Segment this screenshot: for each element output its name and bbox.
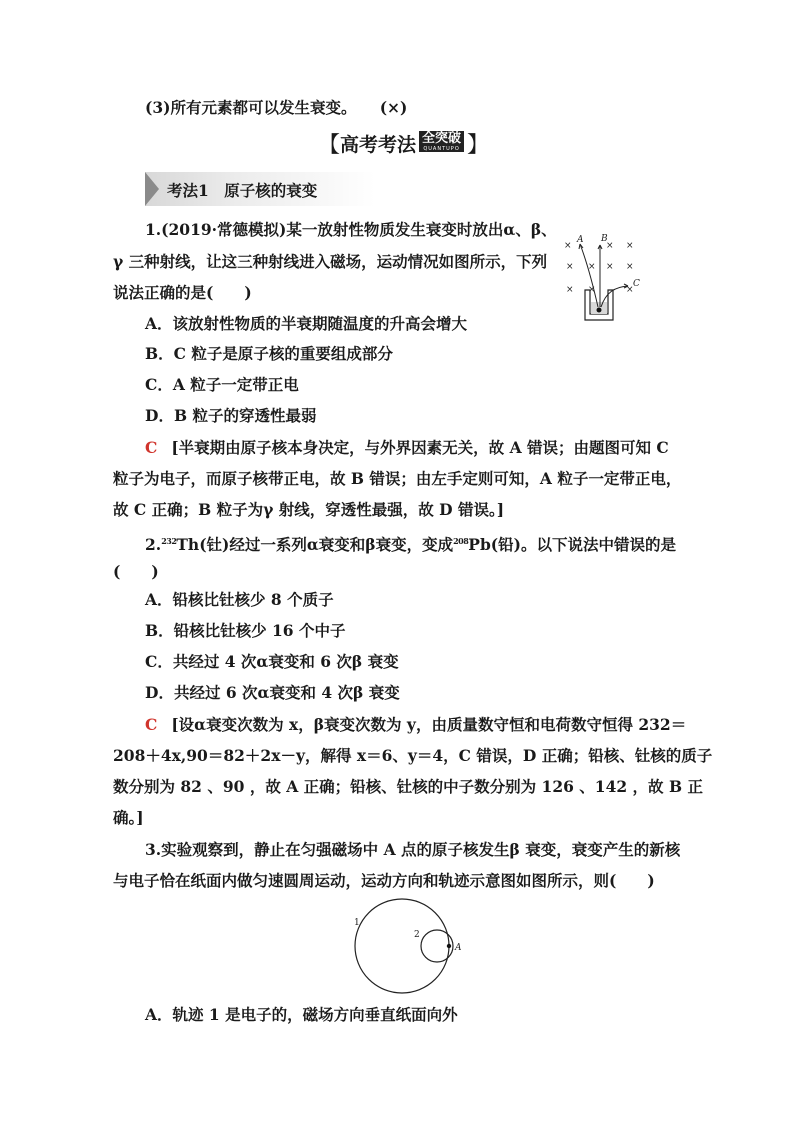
- q2-explain-text1: [设α衰变次数为 x，β衰变次数为 y，由质量数守恒和电荷数守恒得 232＝: [171, 715, 687, 734]
- field-cross: ×: [566, 285, 574, 295]
- q1-explain-line2: 粒子为电子，而原子核带正电，故 B 错误；由左手定则可知，A 粒子一定带正电，: [113, 469, 682, 488]
- label-b: B: [601, 234, 608, 244]
- track-a: [580, 244, 598, 307]
- banner-badge: [419, 131, 464, 152]
- q2-option-a: A．铅核比钍核少 8 个质子: [145, 590, 334, 609]
- th-mass-number: 232: [161, 536, 177, 546]
- point-a: [447, 944, 451, 948]
- banner-close-bracket: 】: [467, 132, 490, 158]
- label-a: A: [577, 235, 584, 245]
- field-cross: ×: [588, 262, 596, 272]
- banner-open-bracket: 【: [318, 132, 341, 158]
- field-cross: ×: [588, 285, 596, 295]
- section-title: 考法1 原子核的衰变: [167, 181, 318, 200]
- q2-explain-line4: 确。]: [113, 808, 144, 827]
- q2-explain-line3: 数分别为 82 、90 ，故 A 正确；铅核、钍核的中子数分别为 126 、142 ，故 B 正: [113, 777, 703, 796]
- q2-option-d: D．共经过 6 次α衰变和 4 次β 衰变: [145, 683, 400, 702]
- section-arrow-icon: [145, 172, 159, 206]
- q2-line1: [145, 531, 676, 555]
- q1-option-b: B．C 粒子是原子核的重要组成部分: [145, 344, 393, 363]
- label-c: C: [633, 279, 640, 289]
- q2-explain-line1: [145, 715, 686, 735]
- top-statement: (3)所有元素都可以发生衰变。 (×): [145, 98, 408, 117]
- q2-mid: Th(钍)经过一系列α衰变和β衰变，变成: [176, 535, 454, 554]
- q1-explain-text1: [半衰期由原子核本身决定，与外界因素无关，故 A 错误；由题图可知 C: [171, 438, 669, 457]
- q3-trajectory-figure: [345, 898, 475, 998]
- section-heading: [145, 172, 375, 206]
- q1-explain-line3: 故 C 正确；B 粒子为γ 射线，穿透性最强，故 D 错误。]: [113, 500, 505, 519]
- section-banner: [318, 130, 489, 156]
- field-cross: ×: [626, 241, 634, 251]
- trajectory-1-label: 1: [354, 918, 360, 928]
- q3-option-a: A．轨迹 1 是电子的，磁场方向垂直纸面向外: [145, 1005, 458, 1024]
- field-cross: ×: [606, 241, 614, 251]
- banner-title: 高考考法: [340, 133, 417, 156]
- q1-magnetic-field-figure: [560, 230, 645, 325]
- radioactive-source: [597, 308, 602, 313]
- field-cross: ×: [626, 262, 634, 272]
- q3-line1: 3.实验观察到，静止在匀强磁场中 A 点的原子核发生β 衰变，衰变产生的新核: [145, 840, 681, 859]
- q1-explain-line1: [145, 438, 669, 458]
- q2-option-b: B．铅核比钍核少 16 个中子: [145, 621, 346, 640]
- q1-line1: 1.(2019·常德模拟)某一放射性物质发生衰变时放出α、β、: [145, 220, 557, 239]
- q1-option-d: D．B 粒子的穿透性最弱: [145, 406, 317, 425]
- banner-badge-text: 全突破: [422, 130, 462, 146]
- q1-answer: C: [145, 438, 158, 457]
- q2-prefix: 2.: [145, 535, 162, 554]
- q3-line2: 与电子恰在纸面内做匀速圆周运动，运动方向和轨迹示意图如图所示，则( ): [113, 871, 655, 890]
- field-cross: ×: [606, 262, 614, 272]
- q1-option-c: C．A 粒子一定带正电: [145, 375, 299, 394]
- q2-explain-line2: 208＋4x,90＝82＋2x－y，解得 x＝6、y＝4，C 错误，D 正确；铅核、钍核的质子: [113, 746, 713, 765]
- trajectory-2-label: 2: [414, 930, 420, 940]
- q2-option-c: C．共经过 4 次α衰变和 6 次β 衰变: [145, 652, 399, 671]
- q1-line3: 说法正确的是( ): [113, 283, 252, 302]
- q1-option-a: A．该放射性物质的半衰期随温度的升高会增大: [145, 314, 468, 333]
- pb-mass-number: 208: [453, 536, 469, 546]
- banner-badge-sub: QUANTUPO: [423, 145, 460, 152]
- field-cross: ×: [626, 285, 634, 295]
- field-cross: ×: [566, 262, 574, 272]
- q2-answer: C: [145, 715, 158, 734]
- q2-line2: ( ): [113, 562, 159, 581]
- point-a-label: A: [455, 943, 462, 953]
- q2-suffix: Pb(铅)。以下说法中错误的是: [468, 535, 676, 554]
- q1-line2: γ 三种射线，让这三种射线进入磁场，运动情况如图所示，下列: [113, 252, 548, 271]
- trajectory-1: [355, 899, 449, 993]
- field-cross: ×: [564, 241, 572, 251]
